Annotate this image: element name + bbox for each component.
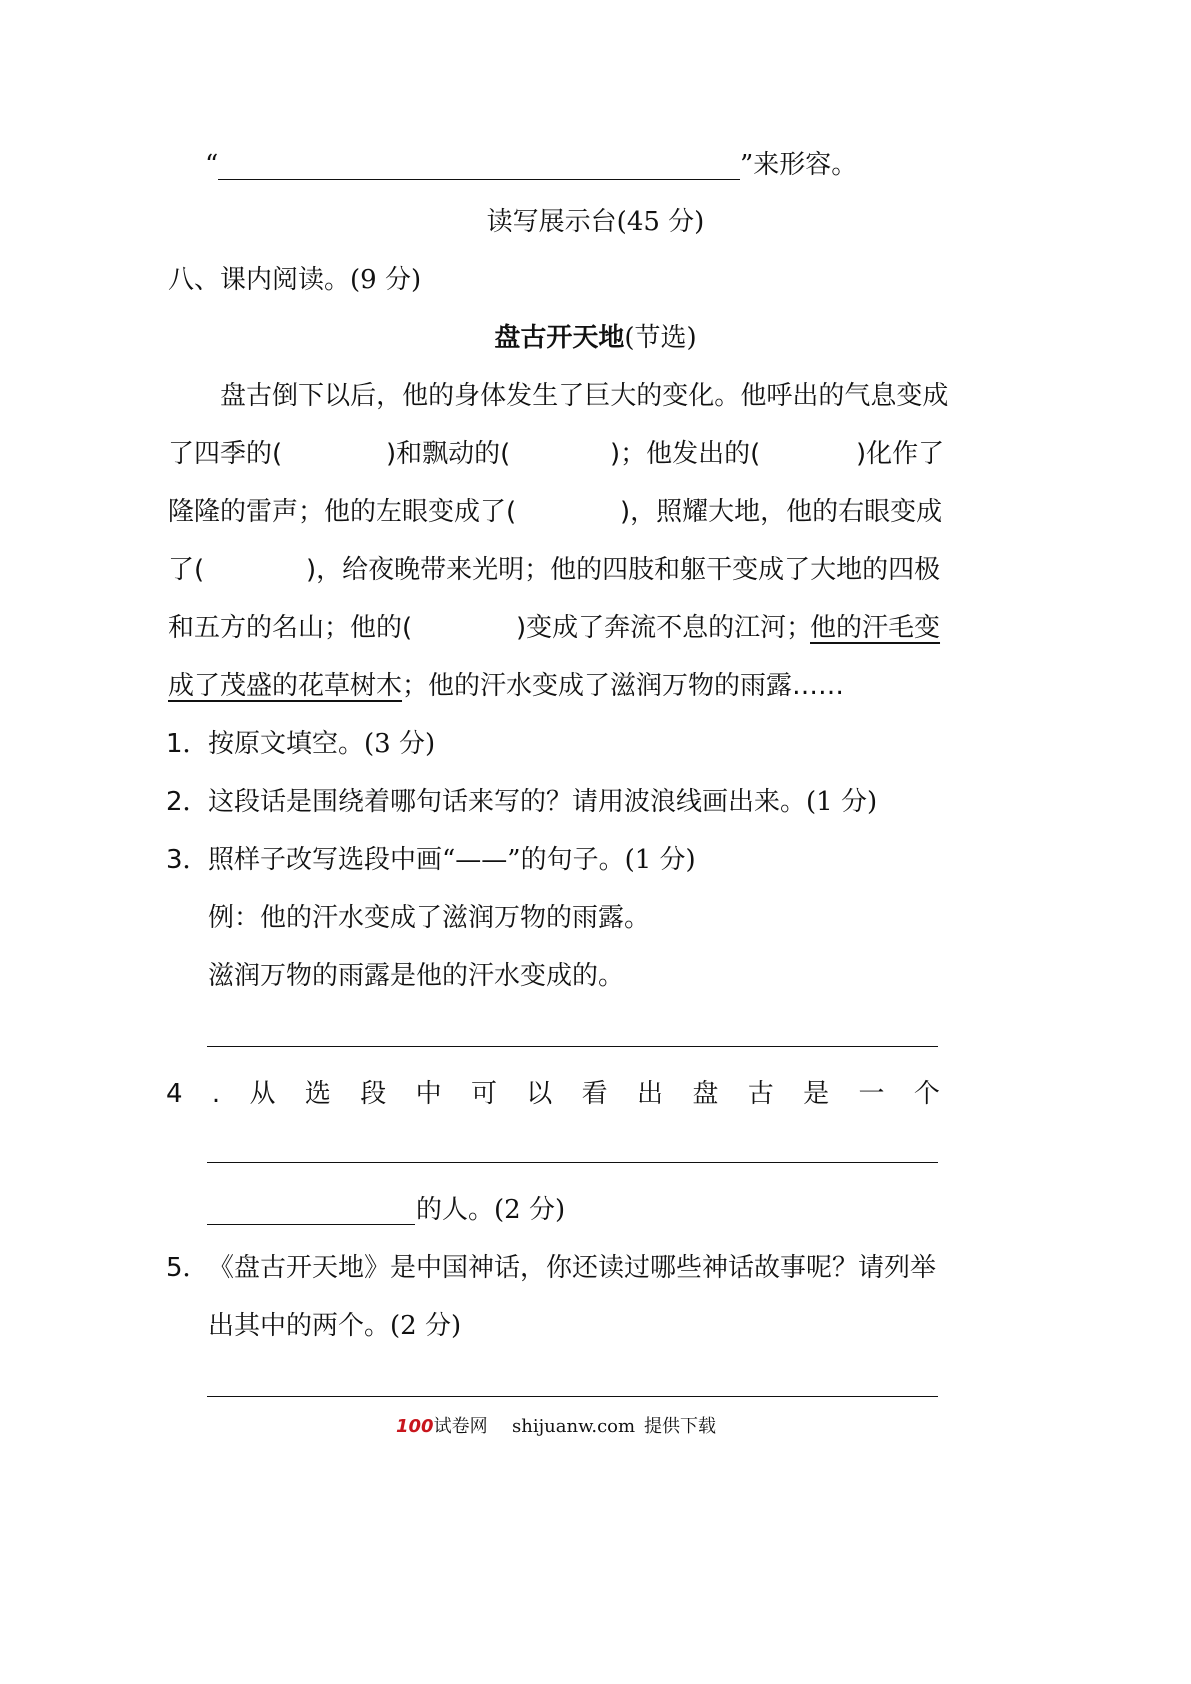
question-4-answer-blank[interactable] xyxy=(207,1196,415,1225)
passage-line-5-b: )变成了奔流不息的江河； xyxy=(516,613,813,643)
passage-char: 大 xyxy=(610,381,637,411)
passage-line-2-b: )和飘动的( xyxy=(386,439,511,469)
passage-line-6 xyxy=(0,666,1191,706)
question-4-tail-text: 的人。(2 分) xyxy=(416,1195,566,1225)
passage-line-2-d: )化作了 xyxy=(856,439,945,469)
question-3-number: 3． xyxy=(166,845,209,875)
question-2-number: 2． xyxy=(166,787,209,817)
footer xyxy=(396,1414,488,1440)
passage-char: 体 xyxy=(480,381,507,411)
passage-line-4 xyxy=(0,550,1191,590)
passage-line-5-underlined: 他的汗毛变 xyxy=(810,613,941,643)
q4-char: 可 xyxy=(470,1079,497,1109)
passage-char: 以 xyxy=(324,381,351,411)
passage-line-3-b: )，照耀大地，他的右眼变成 xyxy=(620,497,943,527)
question-3-example-1 xyxy=(0,898,1191,938)
question-4 xyxy=(0,1074,1191,1114)
passage-char: 的 xyxy=(428,381,455,411)
passage-line-6-a: ；他的汗水变成了滋润万物的雨露…… xyxy=(402,671,845,701)
question-4-answer-line-1[interactable] xyxy=(207,1162,938,1163)
passage-char: ， xyxy=(376,381,403,411)
q4-char: 古 xyxy=(747,1079,774,1109)
passage-char: 下 xyxy=(298,381,325,411)
passage-line-3 xyxy=(0,492,1191,532)
question8-text: 八、课内阅读。(9 分) xyxy=(168,265,422,295)
open-quote: “ xyxy=(205,150,219,180)
question-4-spread-text xyxy=(166,1074,940,1114)
top-fill-line xyxy=(0,145,1191,185)
section-heading: 读写展示台(45 分) xyxy=(486,207,705,237)
question-3-example-2-text: 滋润万物的雨露是他的汗水变成的。 xyxy=(208,961,625,991)
question-1-text: 按原文填空。(3 分) xyxy=(208,729,436,759)
passage-char: 变 xyxy=(662,381,689,411)
passage-title-note: (节选) xyxy=(624,323,697,353)
passage-char: 古 xyxy=(246,381,273,411)
q4-char: 中 xyxy=(415,1079,442,1109)
passage-title-text: 盘古开天地 xyxy=(494,323,625,353)
footer-site-name: 试卷网 xyxy=(433,1416,488,1437)
q4-char: 盘 xyxy=(692,1079,719,1109)
question-5-text-2: 出其中的两个。(2 分) xyxy=(208,1311,462,1341)
passage-char: 成 xyxy=(922,381,949,411)
passage-line-6-underlined: 成了茂盛的花草树木 xyxy=(168,671,403,701)
question-5-answer-line[interactable] xyxy=(207,1396,938,1397)
site-logo: 100 xyxy=(396,1416,434,1437)
q4-char: 从 xyxy=(249,1079,276,1109)
passage-char: 后 xyxy=(350,381,377,411)
question-1 xyxy=(0,724,1191,764)
passage-char: 身 xyxy=(454,381,481,411)
passage-char: 变 xyxy=(896,381,923,411)
passage-line-3-a: 隆隆的雷声；他的左眼变成了( xyxy=(168,497,517,527)
close-quote-text: ”来形容。 xyxy=(740,150,858,180)
question-3-example-1-text: 例：他的汗水变成了滋润万物的雨露。 xyxy=(208,903,651,933)
passage-line-2 xyxy=(0,434,1191,474)
q4-char: . xyxy=(211,1079,221,1109)
question-1-number: 1． xyxy=(166,729,209,759)
question8-label xyxy=(0,260,1191,300)
passage-char: 的 xyxy=(818,381,845,411)
passage-char: 呼 xyxy=(766,381,793,411)
passage-line-2-a: 了四季的( xyxy=(168,439,283,469)
passage-char: 发 xyxy=(506,381,533,411)
passage-char: 巨 xyxy=(584,381,611,411)
q4-char: 4 xyxy=(166,1079,183,1109)
question-3-example-2 xyxy=(0,956,1191,996)
question-2-text: 这段话是围绕着哪句话来写的？请用波浪线画出来。(1 分) xyxy=(208,787,878,817)
q4-char: 看 xyxy=(581,1079,608,1109)
answer-blank[interactable] xyxy=(218,151,740,180)
passage-char: 他 xyxy=(402,381,429,411)
passage-char: 出 xyxy=(792,381,819,411)
q4-char: 出 xyxy=(637,1079,664,1109)
question-3 xyxy=(0,840,1191,880)
question-5-line-2 xyxy=(0,1306,1191,1346)
passage-char: 生 xyxy=(532,381,559,411)
passage-char: 的 xyxy=(636,381,663,411)
question-2 xyxy=(0,782,1191,822)
question-5 xyxy=(0,1248,1191,1288)
passage-line-4-b: )，给夜晚带来光明；他的四肢和躯干变成了大地的四极 xyxy=(306,555,941,585)
q4-char: 一 xyxy=(858,1079,885,1109)
question-5-text: 《盘古开天地》是中国神话，你还读过哪些神话故事呢？请列举 xyxy=(208,1253,937,1283)
passage-line-4-a: 了( xyxy=(168,555,205,585)
passage-char: 他 xyxy=(740,381,767,411)
question-3-text: 照样子改写选段中画“——”的句子。(1 分) xyxy=(208,845,696,875)
passage-line-5 xyxy=(0,608,1191,648)
question-5-number: 5． xyxy=(166,1253,209,1283)
passage-line-1 xyxy=(0,376,1191,416)
question-3-answer-line[interactable] xyxy=(207,1046,938,1047)
passage-char: 息 xyxy=(870,381,897,411)
question-4-tail xyxy=(0,1190,1191,1230)
q4-char: 以 xyxy=(526,1079,553,1109)
passage-char: 化 xyxy=(688,381,715,411)
passage-line-2-c: )；他发出的( xyxy=(610,439,761,469)
passage-title xyxy=(0,318,1191,358)
footer-domain[interactable]: shijuanw.com xyxy=(512,1416,636,1437)
passage-char: 了 xyxy=(558,381,585,411)
passage-line-1-text xyxy=(220,376,949,416)
q4-char: 是 xyxy=(803,1079,830,1109)
passage-char: 倒 xyxy=(272,381,299,411)
passage-line-5-a: 和五方的名山；他的( xyxy=(168,613,413,643)
q4-char: 选 xyxy=(304,1079,331,1109)
passage-char: 盘 xyxy=(220,381,247,411)
passage-char: 。 xyxy=(714,381,741,411)
q4-char: 段 xyxy=(360,1079,387,1109)
footer-note: 提供下载 xyxy=(644,1416,716,1437)
q4-char: 个 xyxy=(913,1079,940,1109)
passage-char: 气 xyxy=(844,381,871,411)
